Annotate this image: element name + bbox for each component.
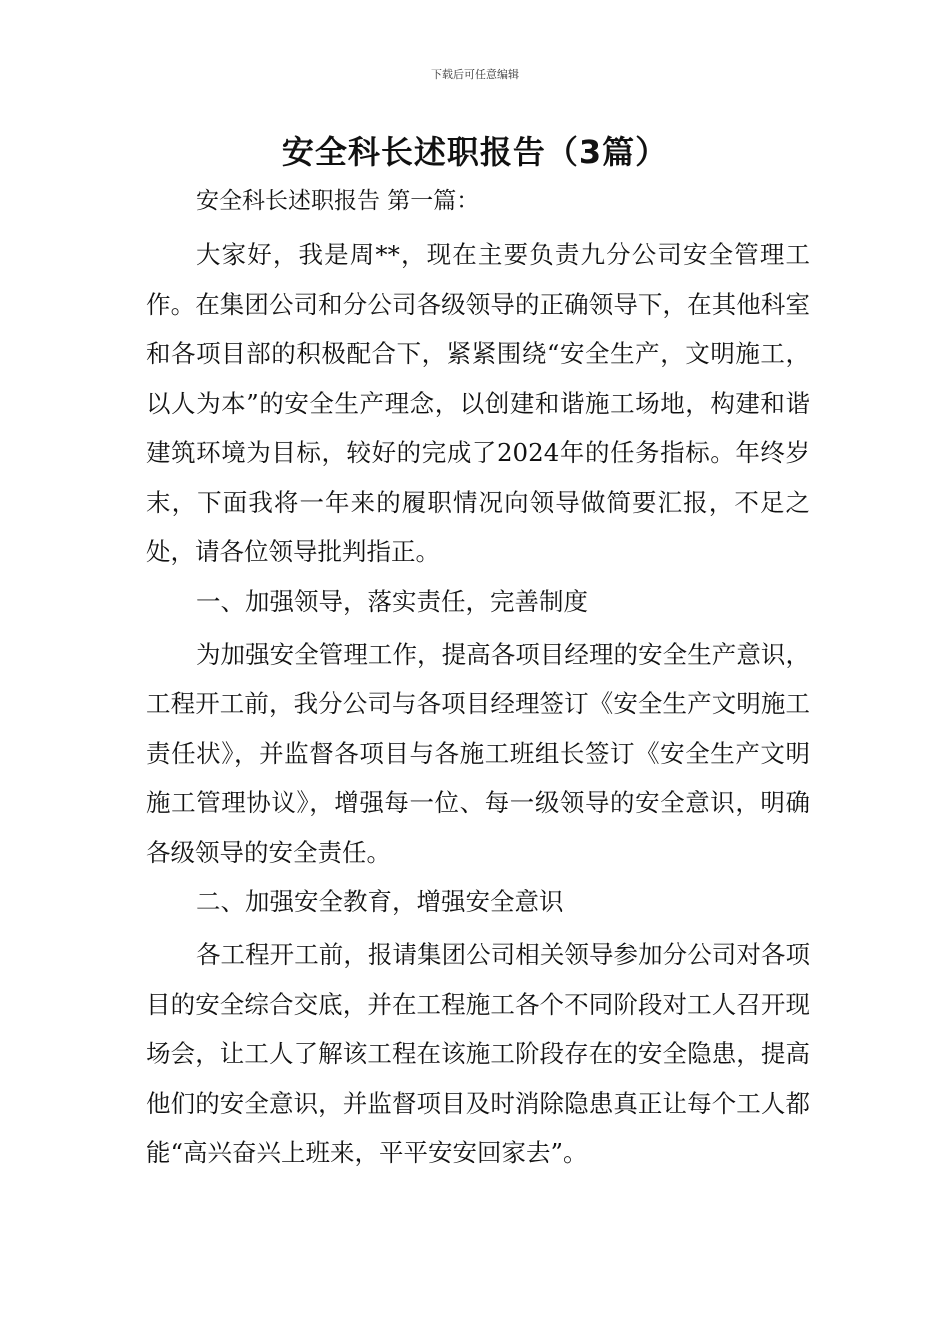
section-subtitle: 安全科长述职报告 第一篇： — [196, 188, 480, 214]
section-1-paragraph: 为加强安全管理工作，提高各项目经理的安全生产意识，工程开工前，我分公司与各项目经理签订《安全生产文明施工责任状》，并监督各项目与各施工班组长签订《安全生产文明施工管理协议》，增强每一位、每一级领导的安全意识，明确各级领导的安全责任。 — [146, 639, 810, 867]
intro-paragraph: 大家好，我是周**，现在主要负责九分公司安全管理工作。在集团公司和分公司各级领导的正确领导下，在其他科室和各项目部的积极配合下，紧紧围绕“安全生产，文明施工，以人为本”的安全生产理念，以创建和谐施工场地，构建和谐建筑环境为目标，较好的完成了2024年的任务指标。年终岁末，下面我将一年来的履职情况向领导做简要汇报，不足之处，请各位领导批判指正。 — [146, 240, 810, 566]
section-heading-1: 一、加强领导，落实责任，完善制度 — [196, 586, 588, 616]
section-2-paragraph: 各工程开工前，报请集团公司相关领导参加分公司对各项目的安全综合交底，并在工程施工各个不同阶段对工人召开现场会，让工人了解该工程在该施工阶段存在的安全隐患，提高他们的安全意识，并监督项目及时消除隐患真正让每个工人都能“高兴奋兴上班来，平平安安回家去”。 — [146, 940, 810, 1167]
section-heading-2: 二、加强安全教育，增强安全意识 — [196, 887, 564, 916]
page-header-note: 下载后可任意编辑 — [431, 68, 519, 81]
document-body — [146, 177, 810, 1178]
document-title: 安全科长述职报告（3篇） — [281, 133, 669, 171]
